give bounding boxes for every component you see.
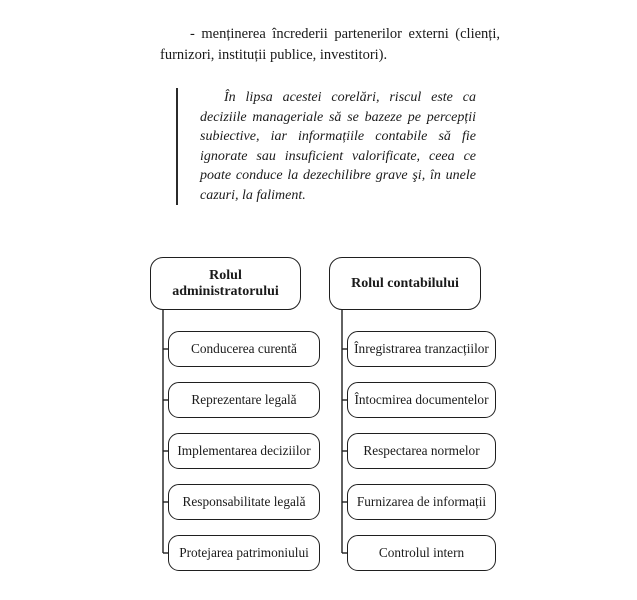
item-admin-3-label: Implementarea deciziilor	[177, 443, 311, 458]
column-header-accountant-label: Rolul contabilului	[351, 275, 459, 291]
item-admin-2	[168, 382, 320, 418]
item-accountant-5	[347, 535, 496, 571]
item-admin-4	[168, 484, 320, 520]
item-accountant-2	[347, 382, 496, 418]
item-admin-3	[168, 433, 320, 469]
item-accountant-2-label: Întocmirea documentelor	[354, 392, 489, 407]
item-admin-2-label: Reprezentare legală	[191, 392, 297, 407]
column-header-administrator	[150, 257, 301, 310]
quote-text: În lipsa acestei corelări, riscul este ca deciziile manageriale să se bazeze pe percepții subiective, iar informațiile contabile să fie ignorate sau insuficient valorificate, ceea ce poate conduce la dezechilibre grave şi, în unele cazuri, la faliment.	[200, 90, 476, 203]
item-admin-1-label: Conducerea curentă	[191, 341, 297, 356]
item-accountant-5-label: Controlul intern	[378, 545, 465, 560]
column-header-accountant	[329, 257, 481, 310]
item-admin-4-label: Responsabilitate legală	[182, 494, 306, 509]
item-admin-5	[168, 535, 320, 571]
item-accountant-1	[347, 331, 496, 367]
item-accountant-3	[347, 433, 496, 469]
item-accountant-4	[347, 484, 496, 520]
column-header-administrator-label: Rolul administratorului	[172, 267, 279, 299]
paragraph-text: - menținerea încrederii partenerilor externi (clienți, furnizori, instituții publice, investitori).	[160, 26, 500, 63]
item-admin-5-label: Protejarea patrimoniului	[179, 545, 309, 560]
item-accountant-4-label: Furnizarea de informații	[356, 494, 487, 509]
item-admin-1	[168, 331, 320, 367]
item-accountant-3-label: Respectarea normelor	[363, 443, 480, 458]
item-accountant-1-label: Înregistrarea tranzacțiilor	[354, 341, 489, 356]
